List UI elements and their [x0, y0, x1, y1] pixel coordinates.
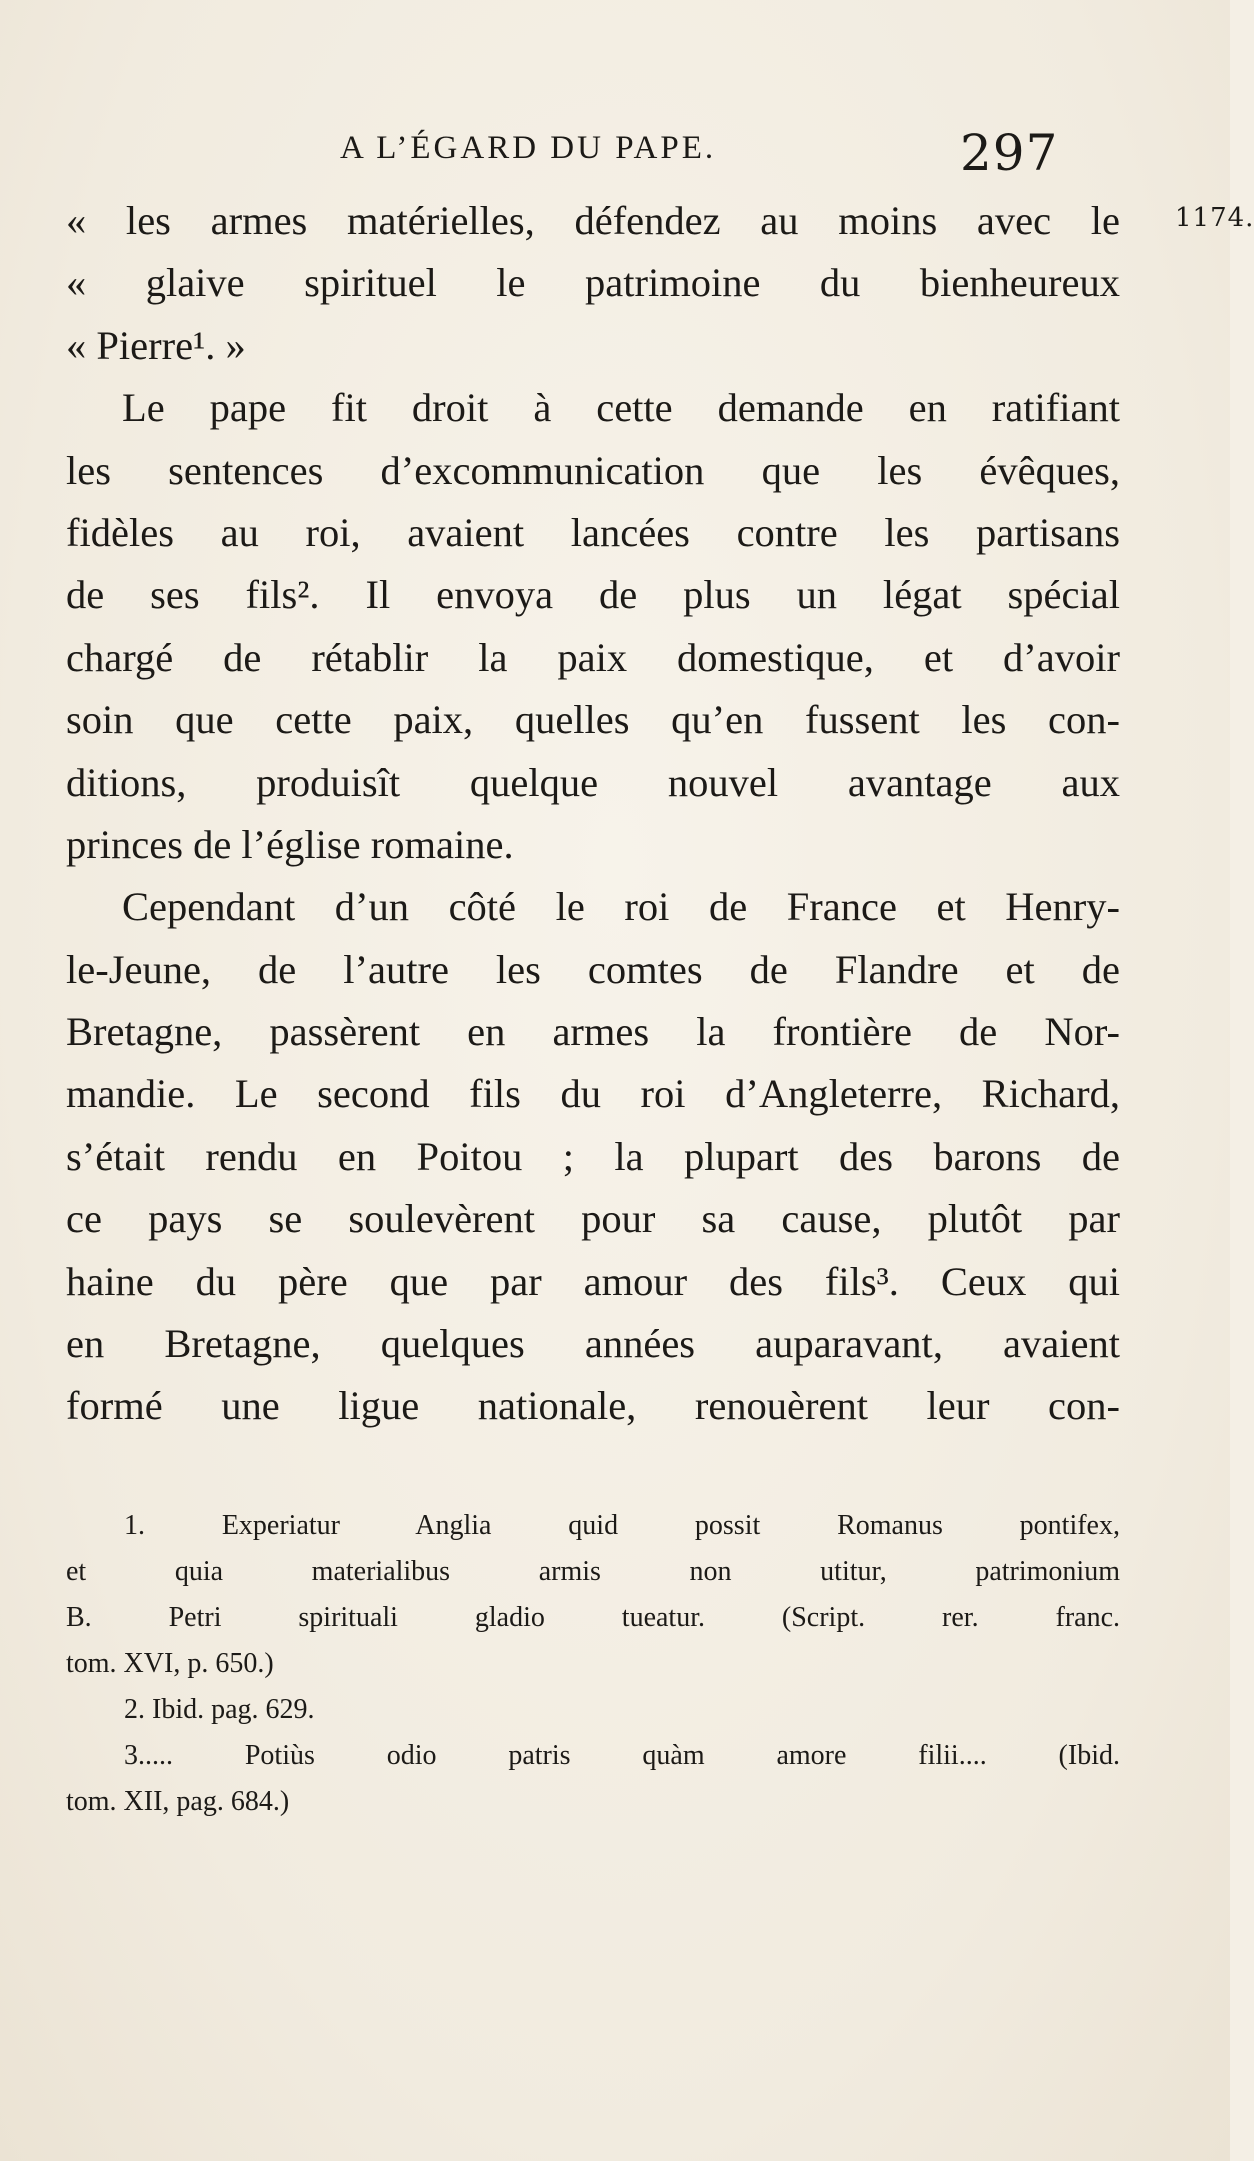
body-line: Le pape fit droit à cette demande en ratifiant — [122, 385, 1120, 431]
footnote-line: 2. Ibid. pag. 629. — [124, 1694, 315, 1725]
body-line: s’était rendu en Poitou ; la plupart des barons de — [66, 1133, 1120, 1179]
footnote-line: B. Petri spirituali gladio tueatur. (Script. rer. franc. — [66, 1602, 1120, 1633]
body-line: fidèles au roi, avaient lancées contre les partisans — [66, 509, 1120, 555]
body-line: « les armes matérielles, défendez au moins avec le — [66, 198, 1120, 243]
body-line: le-Jeune, de l’autre les comtes de Flandre et de — [66, 946, 1120, 992]
footnotes — [66, 1503, 1120, 1825]
body-line: formé une ligue nationale, renouèrent leur con- — [66, 1383, 1120, 1429]
body-line: Bretagne, passèrent en armes la frontière de Nor- — [66, 1009, 1120, 1055]
footnote-line: tom. XII, pag. 684.) — [66, 1786, 290, 1817]
page-number: 297 — [960, 124, 1059, 182]
body-line: chargé de rétablir la paix domestique, et d’avoir — [66, 634, 1120, 680]
body-line: Cependant d’un côté le roi de France et Henry- — [122, 884, 1120, 930]
body-line: haine du père que par amour des fils³. Ceux qui — [66, 1258, 1120, 1304]
body-line: les sentences d’excommunication que les évêques, — [66, 447, 1120, 493]
body-line: « glaive spirituel le patrimoine du bienheureux — [66, 260, 1120, 306]
footnote-line: tom. XVI, p. 650.) — [66, 1648, 274, 1679]
body-line: soin que cette paix, quelles qu’en fussent les con- — [66, 697, 1120, 743]
body-line: en Bretagne, quelques années auparavant, avaient — [66, 1321, 1120, 1367]
footnote-line: 1. Experiatur Anglia quid possit Romanus pontifex, — [124, 1510, 1120, 1541]
body-line: de ses fils². Il envoya de plus un légat spécial — [66, 572, 1120, 618]
body-line: « Pierre¹. » — [66, 322, 246, 368]
body-line: mandie. Le second fils du roi d’Angleterre, Richard, — [66, 1071, 1120, 1117]
footnote-line: et quia materialibus armis non utitur, patrimonium — [66, 1556, 1120, 1587]
margin-year: 1174. — [1175, 203, 1254, 233]
body-line: ce pays se soulevèrent pour sa cause, plutôt par — [66, 1196, 1120, 1242]
body-line: princes de l’église romaine. — [66, 821, 514, 867]
running-head: A L’ÉGARD DU PAPE. — [340, 130, 717, 166]
body-line: ditions, produisît quelque nouvel avantage aux — [66, 759, 1120, 805]
body-text — [66, 190, 1120, 1438]
footnote-line: 3..... Potiùs odio patris quàm amore filii.... (Ibid. — [124, 1740, 1120, 1771]
